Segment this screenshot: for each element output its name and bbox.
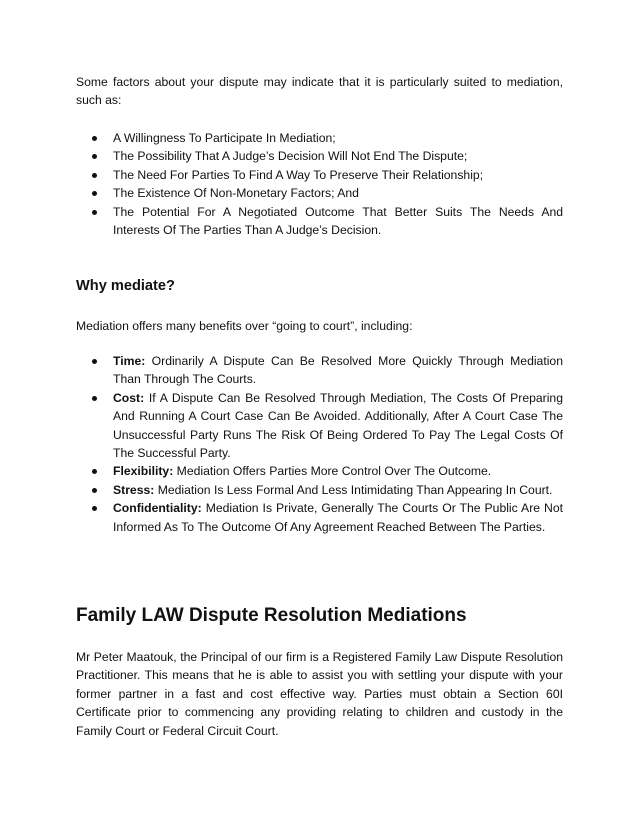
bullet-icon [92,154,97,159]
why-intro-paragraph: Mediation offers many benefits over “going to court”, including: [76,319,413,333]
bullet-icon [92,136,97,141]
benefit-term: Stress: [113,482,155,497]
benefit-term: Flexibility: [113,464,174,479]
list-item: The Need For Parties To Find A Way To Preserve Their Relationship; [76,166,563,184]
benefits-list [76,352,563,536]
list-item: Stress: Mediation Is Less Formal And Less Intimidating Than Appearing In Court. [76,481,563,499]
bullet-icon [92,396,97,401]
list-item: Flexibility: Mediation Offers Parties More Control Over The Outcome. [76,462,563,480]
bullet-icon [92,469,97,474]
intro-paragraph: Some factors about your dispute may indicate that it is particularly suited to mediation, such as: [76,75,563,108]
list-item: Time: Ordinarily A Dispute Can Be Resolved More Quickly Through Mediation Than Through The Courts. [76,352,563,389]
list-item: The Possibility That A Judge’s Decision Will Not End The Dispute; [76,147,563,165]
family-law-heading: Family LAW Dispute Resolution Mediations [76,605,467,626]
bullet-icon [92,359,97,364]
bullet-icon [92,506,97,511]
list-item: The Potential For A Negotiated Outcome That Better Suits The Needs And Interests Of The Parties Than A Judge’s Decision. [76,203,563,240]
factors-list [76,129,563,239]
list-item: Confidentiality: Mediation Is Private, Generally The Courts Or The Public Are Not Informed As To The Outcome Of Any Agreement Reached Between The Parties. [76,499,563,536]
bullet-icon [92,173,97,178]
benefit-term: Confidentiality: [113,501,202,516]
list-item: Cost: If A Dispute Can Be Resolved Through Mediation, The Costs Of Preparing And Running A Court Case Can Be Avoided. Additionally, After A Court Case The Unsuccessful Party Runs The Risk Of Being Ordered To Pay The Legal Costs Of The Successful Party. [76,389,563,463]
benefit-term: Cost: [113,390,145,405]
why-mediate-heading: Why mediate? [76,278,175,294]
benefit-term: Time: [113,354,146,368]
bullet-icon [92,210,97,215]
bullet-icon [92,191,97,196]
family-law-paragraph: Mr Peter Maatouk, the Principal of our firm is a Registered Family Law Dispute Resolution Practitioner. This means that he is able to assist you with settling your dispute with your former partner in a fast and cost effective way. Parties must obtain a Section 60I Certificate prior to commencing any providing relating to children and custody in the Family Court or Federal Circuit Court. [76,650,563,738]
list-item: The Existence Of Non-Monetary Factors; And [76,184,563,202]
list-item: A Willingness To Participate In Mediation; [76,129,563,147]
bullet-icon [92,488,97,493]
